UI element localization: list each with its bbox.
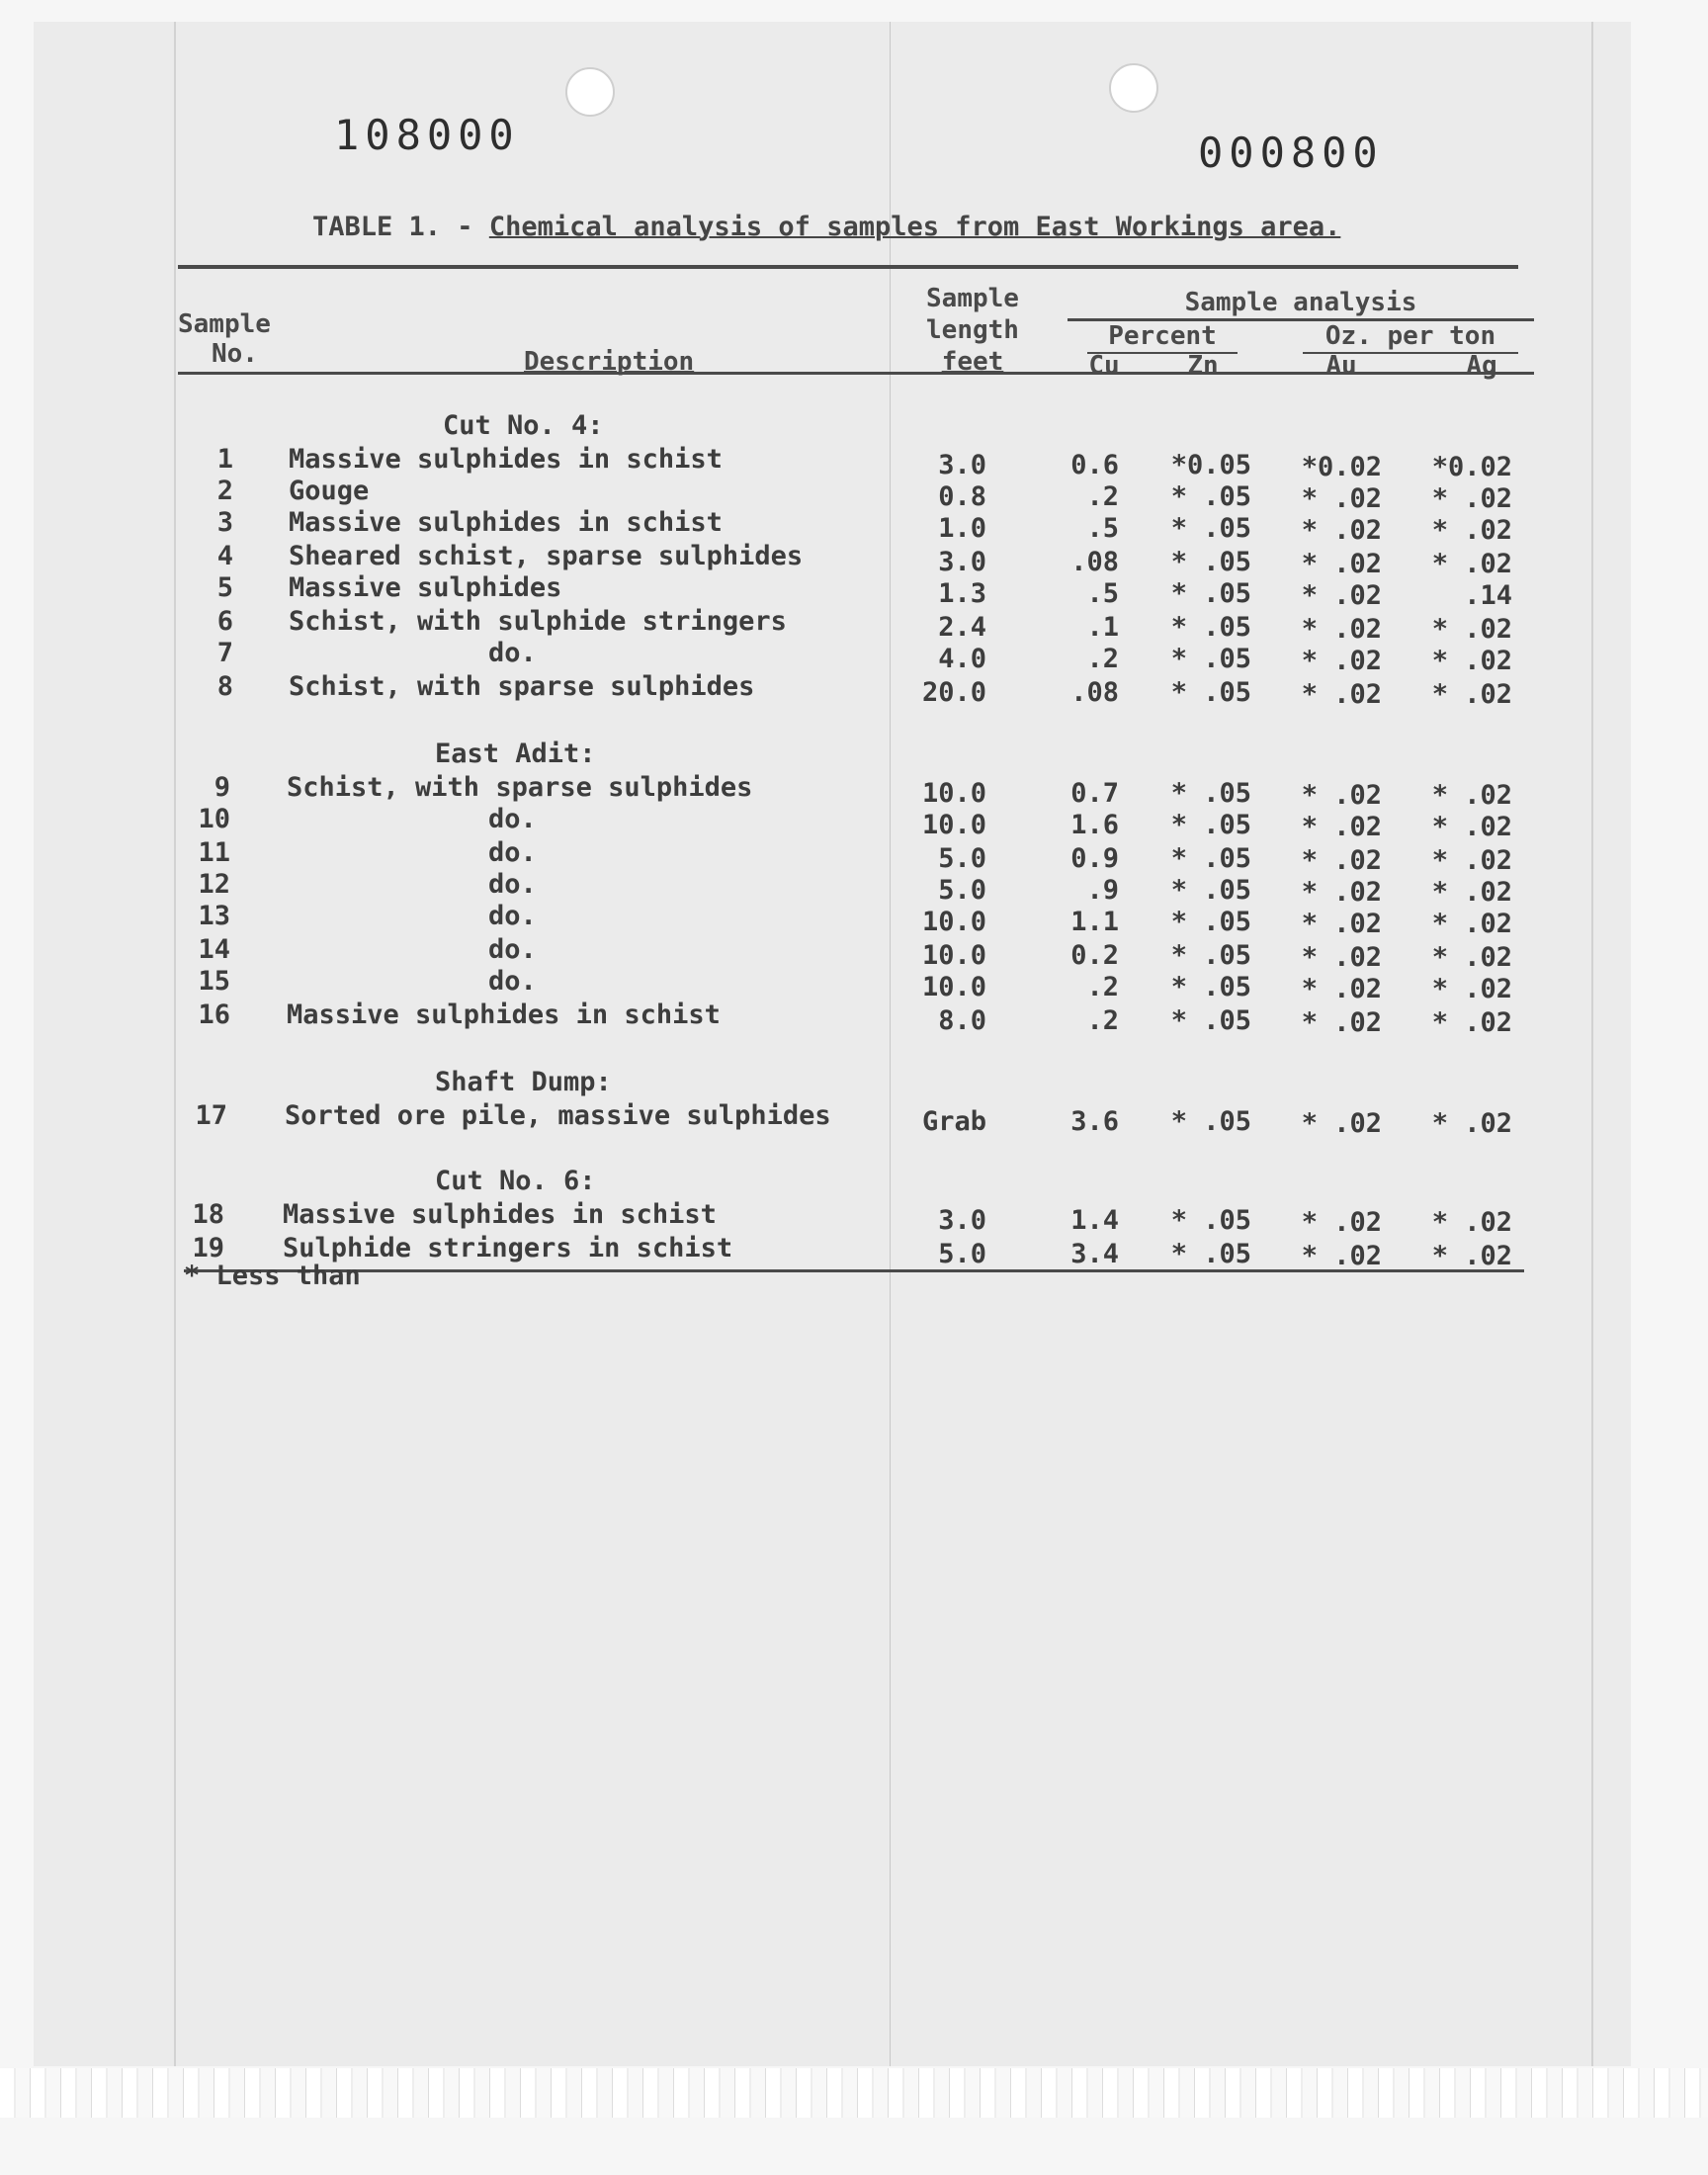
cell-length: 5.0 <box>938 843 986 874</box>
cell-au: * .02 <box>1301 812 1382 842</box>
cell-length: 5.0 <box>938 1239 986 1269</box>
cell-description: Sulphide stringers in schist <box>283 1233 733 1263</box>
header-au: Au <box>1325 351 1357 381</box>
cell-au: *0.02 <box>1301 452 1382 482</box>
cell-length: 10.0 <box>921 972 986 1002</box>
cell-length: 8.0 <box>938 1005 986 1036</box>
cell-sample-no: 19 <box>192 1233 224 1263</box>
cell-ag: *0.02 <box>1431 452 1512 482</box>
cell-cu: .2 <box>1086 644 1119 674</box>
cell-cu: 0.7 <box>1070 778 1119 809</box>
punch-hole-left <box>565 67 615 117</box>
fold-line-center <box>890 22 891 2066</box>
cell-cu: 1.6 <box>1070 810 1119 840</box>
cell-ag: * .02 <box>1431 877 1512 908</box>
cell-description: do. <box>488 966 537 997</box>
cell-ag: * .02 <box>1431 483 1512 514</box>
cell-au: * .02 <box>1301 614 1382 645</box>
cell-description: do. <box>488 869 537 900</box>
cell-cu: .9 <box>1086 875 1119 906</box>
cell-ag: * .02 <box>1431 549 1512 579</box>
cell-au: * .02 <box>1301 483 1382 514</box>
cell-length: 5.0 <box>938 875 986 906</box>
cell-ag: * .02 <box>1431 845 1512 876</box>
section-heading: Cut No. 4: <box>443 410 604 441</box>
cell-sample-no: 8 <box>216 671 233 702</box>
cell-ag: * .02 <box>1431 1207 1512 1238</box>
cell-description: Gouge <box>289 476 370 506</box>
cell-cu: .5 <box>1086 513 1119 544</box>
cell-cu: 0.2 <box>1070 940 1119 971</box>
cell-zn: * .05 <box>1170 547 1251 577</box>
cell-sample-no: 4 <box>216 541 233 571</box>
cell-sample-no: 11 <box>198 837 230 868</box>
cell-description: Massive sulphides in schist <box>289 444 723 475</box>
cell-sample-no: 12 <box>198 869 230 900</box>
cell-length: 20.0 <box>921 677 986 708</box>
cell-au: * .02 <box>1301 580 1382 611</box>
cell-au: * .02 <box>1301 1207 1382 1238</box>
cell-zn: * .05 <box>1170 612 1251 643</box>
fold-line-left <box>174 22 176 2066</box>
header-ag: Ag <box>1466 351 1497 381</box>
cell-sample-no: 15 <box>198 966 230 997</box>
cell-au: * .02 <box>1301 877 1382 908</box>
cell-ag: * .02 <box>1431 909 1512 939</box>
cell-zn: * .05 <box>1170 1005 1251 1036</box>
cell-au: * .02 <box>1301 974 1382 1004</box>
cell-description: Sheared schist, sparse sulphides <box>289 541 804 571</box>
scanner-edge-strip <box>0 2068 1708 2118</box>
cell-description: Schist, with sparse sulphides <box>287 772 753 803</box>
cell-cu: 3.6 <box>1070 1106 1119 1137</box>
cell-zn: * .05 <box>1170 810 1251 840</box>
document-code-right: 000800 <box>1198 129 1384 177</box>
cell-sample-no: 6 <box>216 606 233 637</box>
cell-description: do. <box>488 804 537 834</box>
cell-au: * .02 <box>1301 1241 1382 1271</box>
cell-zn: * .05 <box>1170 907 1251 937</box>
punch-hole-right <box>1109 63 1158 113</box>
cell-zn: * .05 <box>1170 778 1251 809</box>
table-top-rule <box>178 265 1518 269</box>
cell-sample-no: 18 <box>192 1199 224 1230</box>
cell-au: * .02 <box>1301 1108 1382 1139</box>
header-length-line3: feet <box>941 347 1004 377</box>
cell-zn: * .05 <box>1170 644 1251 674</box>
cell-sample-no: 1 <box>216 444 233 475</box>
cell-zn: * .05 <box>1170 1205 1251 1236</box>
cell-zn: * .05 <box>1170 972 1251 1002</box>
cell-zn: * .05 <box>1170 875 1251 906</box>
cell-ag: * .02 <box>1431 942 1512 973</box>
header-cu: Cu <box>1088 351 1120 381</box>
cell-ag: * .02 <box>1431 515 1512 546</box>
cell-ag: * .02 <box>1431 974 1512 1004</box>
header-oz-per-ton: Oz. per ton <box>1324 321 1496 351</box>
cell-zn: *0.05 <box>1170 450 1251 480</box>
header-description: Description <box>524 347 695 377</box>
cell-au: * .02 <box>1301 1007 1382 1038</box>
cell-zn: * .05 <box>1170 1239 1251 1269</box>
cell-length: 10.0 <box>921 778 986 809</box>
cell-cu: .08 <box>1070 677 1119 708</box>
header-sample-analysis: Sample analysis <box>1184 288 1417 317</box>
cell-au: * .02 <box>1301 845 1382 876</box>
header-length-line2: length <box>926 315 1019 345</box>
header-sample-no-line1: Sample <box>178 309 271 339</box>
cell-zn: * .05 <box>1170 677 1251 708</box>
cell-au: * .02 <box>1301 549 1382 579</box>
cell-zn: * .05 <box>1170 1106 1251 1137</box>
table-title <box>312 212 1340 242</box>
cell-zn: * .05 <box>1170 481 1251 512</box>
cell-sample-no: 10 <box>198 804 230 834</box>
cell-length: 4.0 <box>938 644 986 674</box>
document-code-left: 108000 <box>334 111 520 159</box>
cell-sample-no: 17 <box>195 1100 227 1131</box>
cell-sample-no: 5 <box>216 572 233 603</box>
fold-line-right <box>1591 22 1593 2066</box>
cell-description: Massive sulphides in schist <box>287 1000 721 1030</box>
cell-cu: 3.4 <box>1070 1239 1119 1269</box>
cell-sample-no: 7 <box>216 638 233 668</box>
cell-ag: * .02 <box>1431 614 1512 645</box>
cell-au: * .02 <box>1301 646 1382 676</box>
cell-description: do. <box>488 638 537 668</box>
cell-ag: * .02 <box>1431 812 1512 842</box>
cell-length: 1.3 <box>938 578 986 609</box>
cell-length: 10.0 <box>921 907 986 937</box>
cell-ag: * .02 <box>1431 646 1512 676</box>
cell-au: * .02 <box>1301 679 1382 710</box>
header-length-line1: Sample <box>926 284 1019 313</box>
cell-ag: * .02 <box>1431 1007 1512 1038</box>
cell-description: do. <box>488 934 537 965</box>
cell-length: 3.0 <box>938 547 986 577</box>
cell-cu: .5 <box>1086 578 1119 609</box>
cell-cu: 1.1 <box>1070 907 1119 937</box>
cell-description: Schist, with sulphide stringers <box>289 606 787 637</box>
cell-au: * .02 <box>1301 942 1382 973</box>
cell-description: Schist, with sparse sulphides <box>289 671 755 702</box>
footnote: * Less than <box>184 1261 361 1291</box>
cell-ag: .14 <box>1464 580 1512 611</box>
cell-description: Massive sulphides <box>289 572 562 603</box>
cell-sample-no: 16 <box>198 1000 230 1030</box>
cell-length: 3.0 <box>938 450 986 480</box>
cell-cu: .2 <box>1086 481 1119 512</box>
cell-zn: * .05 <box>1170 843 1251 874</box>
cell-cu: 0.9 <box>1070 843 1119 874</box>
cell-zn: * .05 <box>1170 940 1251 971</box>
cell-cu: 0.6 <box>1070 450 1119 480</box>
cell-description: Massive sulphides in schist <box>289 507 723 538</box>
cell-au: * .02 <box>1301 515 1382 546</box>
cell-cu: .2 <box>1086 1005 1119 1036</box>
cell-length: 10.0 <box>921 810 986 840</box>
cell-description: do. <box>488 837 537 868</box>
cell-ag: * .02 <box>1431 1241 1512 1271</box>
cell-sample-no: 13 <box>198 901 230 931</box>
cell-sample-no: 3 <box>216 507 233 538</box>
cell-sample-no: 9 <box>214 772 230 803</box>
cell-sample-no: 2 <box>216 476 233 506</box>
cell-length: 1.0 <box>938 513 986 544</box>
header-sample-no-line2: No. <box>212 339 258 369</box>
cell-au: * .02 <box>1301 780 1382 811</box>
header-percent: Percent <box>1108 321 1217 351</box>
cell-ag: * .02 <box>1431 679 1512 710</box>
cell-zn: * .05 <box>1170 578 1251 609</box>
header-zn: Zn <box>1187 351 1219 381</box>
cell-length: 2.4 <box>938 612 986 643</box>
cell-cu: .2 <box>1086 972 1119 1002</box>
table-title-text: Chemical analysis of samples from East Workings area. <box>488 212 1341 242</box>
section-heading: East Adit: <box>435 739 596 769</box>
cell-description: Massive sulphides in schist <box>283 1199 717 1230</box>
cell-description: do. <box>488 901 537 931</box>
cell-description: Sorted ore pile, massive sulphides <box>285 1100 831 1131</box>
cell-length: 3.0 <box>938 1205 986 1236</box>
cell-length: 0.8 <box>938 481 986 512</box>
cell-sample-no: 14 <box>198 934 230 965</box>
table-title-label: TABLE 1. - <box>312 212 473 242</box>
cell-cu: 1.4 <box>1070 1205 1119 1236</box>
section-heading: Cut No. 6: <box>435 1166 596 1196</box>
cell-length: 10.0 <box>921 940 986 971</box>
cell-au: * .02 <box>1301 909 1382 939</box>
cell-cu: .1 <box>1086 612 1119 643</box>
cell-length: Grab <box>921 1106 986 1137</box>
cell-ag: * .02 <box>1431 780 1512 811</box>
section-heading: Shaft Dump: <box>435 1067 612 1097</box>
cell-zn: * .05 <box>1170 513 1251 544</box>
cell-cu: .08 <box>1070 547 1119 577</box>
cell-ag: * .02 <box>1431 1108 1512 1139</box>
